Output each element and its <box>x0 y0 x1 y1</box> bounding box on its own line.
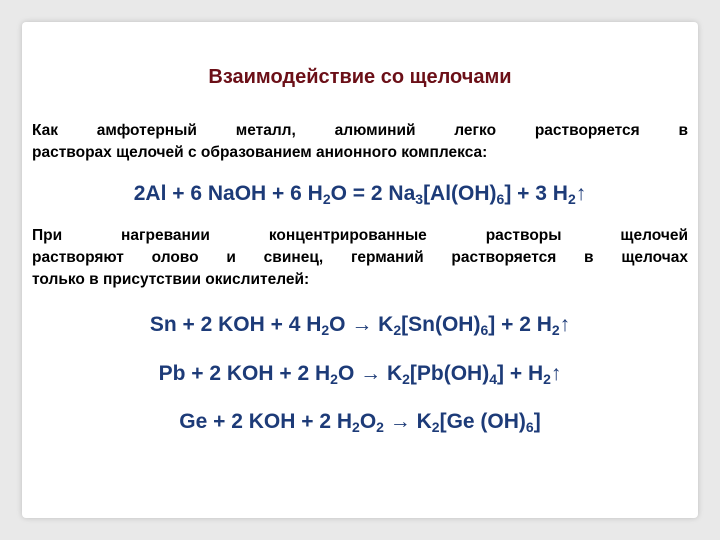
equation-subscript: 6 <box>496 191 505 207</box>
paragraph-heating <box>32 225 688 291</box>
equation-subscript: 2 <box>352 419 360 435</box>
equation-part: ] + H <box>497 362 544 385</box>
equation-subscript: 6 <box>480 322 489 338</box>
equation-subscript: 6 <box>525 419 534 435</box>
equation-subscript: 2 <box>321 322 330 338</box>
equation-subscript: 2 <box>431 419 440 435</box>
equation-part: ↑ <box>550 362 562 385</box>
equation-lead <box>0 362 720 386</box>
slide-title: Взаимодействие со щелочами <box>208 66 512 88</box>
paragraph-line: При нагревании концентрированные растворы щелочей <box>32 227 688 244</box>
equation-subscript: 2 <box>322 191 331 207</box>
equation-part: [Pb(OH) <box>409 362 490 385</box>
paragraph-line: только в присутствии окислителей: <box>32 271 310 288</box>
paragraph-line: Как амфотерный металл, алюминий легко растворяется в <box>32 122 688 139</box>
equation-subscript: 3 <box>415 191 424 207</box>
equation-tin <box>0 313 720 337</box>
equation-subscript: 2 <box>543 371 551 387</box>
equation-part: ] + 3 H <box>504 182 568 205</box>
equation-subscript: 2 <box>402 371 410 387</box>
equation-part: ↑ <box>575 182 587 205</box>
equation-subscript: 2 <box>330 371 338 387</box>
equation-part: 2Al + 6 NaOH + 6 H <box>133 182 323 205</box>
equation-subscript: 2 <box>393 322 402 338</box>
equation-part: O → K <box>337 362 403 385</box>
equation-part: Ge + 2 KOH + 2 H <box>179 410 353 433</box>
equation-part: Sn + 2 KOH + 4 H <box>149 313 322 336</box>
equation-subscript: 2 <box>376 419 384 435</box>
equation-part: [Al(OH) <box>423 182 497 205</box>
equation-part: ↑ <box>559 313 571 336</box>
equation-part: ] + 2 H <box>488 313 552 336</box>
equation-part: ] <box>533 410 541 433</box>
equation-part: Pb + 2 KOH + 2 H <box>158 362 331 385</box>
equation-subscript: 2 <box>567 191 576 207</box>
equation-part: O = 2 Na <box>330 182 416 205</box>
equation-part: [Ge (OH) <box>439 410 526 433</box>
equation-part: → K <box>383 410 432 433</box>
paragraph-line: растворяют олово и свинец, германий растворяется в щелочах <box>32 249 688 266</box>
equation-part: [Sn(OH) <box>401 313 481 336</box>
equation-subscript: 4 <box>489 371 498 387</box>
equation-part: O → K <box>329 313 394 336</box>
equation-germanium <box>0 410 720 434</box>
equation-subscript: 2 <box>551 322 560 338</box>
equation-part: O <box>359 410 377 433</box>
paragraph-amphoteric <box>32 120 688 164</box>
paragraph-line: растворах щелочей с образованием анионного комплекса: <box>32 144 488 161</box>
equation-aluminium <box>0 182 720 206</box>
